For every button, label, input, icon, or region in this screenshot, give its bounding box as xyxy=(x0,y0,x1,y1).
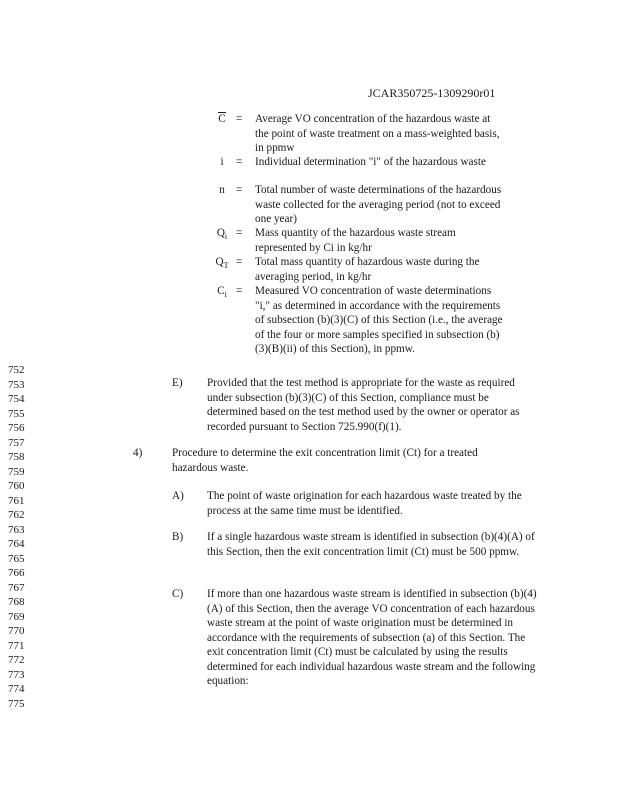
definition-equals: = xyxy=(236,113,243,125)
paragraph-4-label: 4) xyxy=(133,447,143,459)
document-id-header: JCAR350725-1309290r01 xyxy=(368,86,496,100)
paragraph-b-label: B) xyxy=(172,531,184,543)
definition-symbol: $C_i$ xyxy=(217,285,227,300)
paragraph-a-label: A) xyxy=(172,490,184,502)
definition-text: Individual determination "i" of the hazardous waste xyxy=(255,156,486,168)
definition-symbol: C xyxy=(218,113,226,125)
line-number: 775 xyxy=(8,697,25,710)
definition-text: Average VO concentration of the hazardous waste at the point of waste treatment on a mass-weighted basis, in ppmw xyxy=(255,113,500,154)
definition-equals: = xyxy=(236,184,243,196)
definition-equals: = xyxy=(236,256,243,268)
line-number: 766 xyxy=(8,567,25,579)
definition-text: Total number of waste determinations of the hazardous waste collected for the averaging period (not to exceed one year) xyxy=(255,184,502,225)
line-number: 759 xyxy=(8,465,25,478)
paragraph-e-label: E) xyxy=(172,377,183,389)
line-number: 770 xyxy=(8,625,25,637)
line-number: 764 xyxy=(8,538,25,550)
line-number: 753 xyxy=(8,378,25,391)
line-number: 762 xyxy=(8,509,25,521)
line-number: 756 xyxy=(8,422,25,434)
definition-text: Total mass quantity of hazardous waste during the averaging period, in kg/hr xyxy=(255,256,480,283)
line-number: 760 xyxy=(8,480,25,492)
line-number: 752 xyxy=(8,364,25,376)
definition-symbol: i xyxy=(220,156,224,168)
line-number: 758 xyxy=(8,451,25,463)
line-number: 767 xyxy=(8,581,25,594)
line-number: 769 xyxy=(8,610,25,623)
line-number: 763 xyxy=(8,523,25,536)
paragraph-a-text: The point of waste origination for each hazardous waste treated by the process at the same time must be identified. xyxy=(207,490,522,517)
definition-symbol: $Q_T$ xyxy=(215,256,229,271)
line-number: 754 xyxy=(8,393,25,405)
paragraph-4-text: Procedure to determine the exit concentration limit (Ct) for a treated hazardous waste. xyxy=(172,447,478,474)
definition-equals: = xyxy=(236,227,243,239)
definition-symbol: $Q_i$ xyxy=(216,227,228,242)
line-number: 772 xyxy=(8,654,25,666)
definition-text: Measured VO concentration of waste determinations "i," as determined in accordance with the requirements of subsection (b)(3)(C) of this Section (i.e., the average of the four or more samples specified in subsection (b)(3)(B)(ii) of this Section), in ppmw. xyxy=(255,285,503,355)
line-number: 774 xyxy=(8,683,25,695)
paragraph-e-text: Provided that the test method is appropriate for the waste as required under subsection (b)(3)(C) of this Section, compliance must be determined based on the test method used by the owner or operator as recorded pursuant to Section 725.990(f)(1). xyxy=(207,377,520,433)
line-number: 757 xyxy=(8,436,25,449)
line-number: 768 xyxy=(8,596,25,608)
line-number: 771 xyxy=(8,639,25,652)
line-number: 765 xyxy=(8,552,25,565)
line-number: 755 xyxy=(8,407,25,420)
line-number: 761 xyxy=(8,494,25,507)
paragraph-b-text: If a single hazardous waste stream is identified in subsection (b)(4)(A) of this Section, then the exit concentration limit (Ct) must be 500 ppmw. xyxy=(207,531,535,558)
line-number: 773 xyxy=(8,668,25,681)
definition-symbol: n xyxy=(219,184,225,196)
definition-text: Mass quantity of the hazardous waste stream represented by Ci in kg/hr xyxy=(255,227,456,254)
definition-equals: = xyxy=(236,156,243,168)
paragraph-c-label: C) xyxy=(172,588,184,600)
definition-equals: = xyxy=(236,285,243,297)
paragraph-c-text: If more than one hazardous waste stream is identified in subsection (b)(4)(A) of this Section, then the average VO concentration of each hazardous waste stream at the point of waste origination must be determined in accordance with the requirements of subsection (a) of this Section. The exit concentration limit (Ct) must be calculated by using the results determined for each individual hazardous waste stream and the following equation: xyxy=(207,588,537,687)
